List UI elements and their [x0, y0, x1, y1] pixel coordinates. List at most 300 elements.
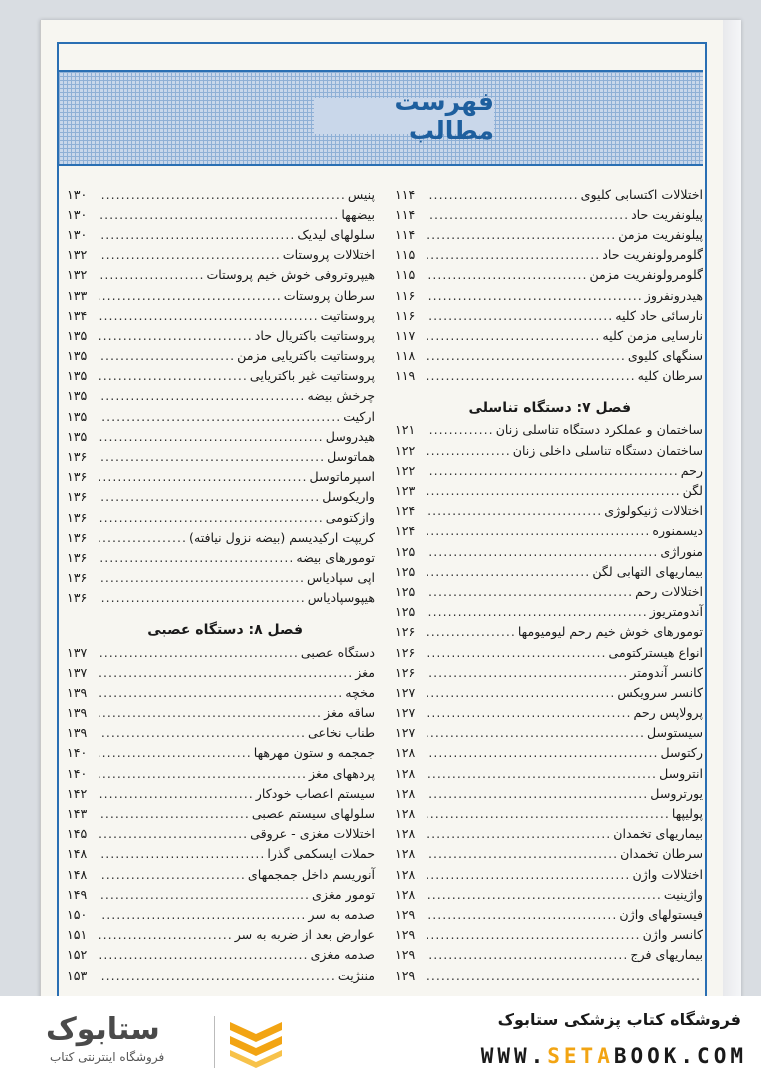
toc-entry [67, 204, 375, 224]
toc-entry [395, 602, 703, 622]
store-url[interactable] [481, 1044, 747, 1068]
dot-leader [427, 624, 516, 639]
page-number: ۱۴۹ [67, 886, 88, 902]
toc-entry [395, 864, 703, 884]
entry-title: انتروسل [659, 765, 703, 781]
dot-leader [99, 368, 248, 383]
dot-leader [99, 867, 246, 882]
toc-entry [67, 547, 375, 567]
toc-entry [67, 682, 375, 702]
entry-title: سنگهای کلیوی [627, 348, 703, 364]
toc-entry [395, 803, 703, 823]
toc-entry [395, 642, 703, 662]
page-number: ۱۲۷ [395, 705, 416, 721]
logo-separator [214, 1016, 215, 1068]
page-number: ۱۳۷ [67, 644, 88, 660]
dot-leader [99, 247, 281, 262]
entry-title: صدمه به سر [308, 906, 375, 922]
dot-leader [427, 604, 648, 619]
store-logo [16, 1010, 306, 1070]
toc-column-left [67, 184, 375, 985]
toc-entry [67, 245, 375, 265]
entry-title: ارکیت [343, 408, 375, 424]
page-number: ۱۱۶ [395, 307, 416, 323]
entry-title: سرطان کلیه [637, 368, 703, 384]
logo-wordmark: ستابوک [46, 1012, 160, 1047]
dot-leader [99, 489, 320, 504]
page-number: ۱۲۵ [395, 543, 416, 559]
dot-leader [99, 348, 235, 363]
logo-tagline: فروشگاه اینترنتی کتاب [50, 1050, 165, 1064]
toc-header [59, 70, 703, 166]
entry-title: دستگاه عصبی [300, 644, 375, 660]
page-number: ۱۱۹ [395, 368, 416, 384]
toc-entry [67, 568, 375, 588]
page-number: ۱۱۵ [395, 267, 416, 283]
dot-leader [427, 328, 600, 343]
dot-leader [427, 187, 579, 202]
dot-leader [427, 564, 590, 579]
dot-leader [427, 685, 615, 700]
entry-title: فیستولهای واژن [619, 906, 703, 922]
dot-leader [99, 887, 310, 902]
page-number: ۱۲۲ [395, 462, 416, 478]
dot-leader [427, 786, 648, 801]
entry-title: تومورهای خوش خیم رحم لیومیومها [517, 624, 703, 640]
page-number: ۱۲۸ [395, 745, 416, 761]
dot-leader [99, 510, 324, 525]
entry-title: هیپروتروفی خوش خیم پروستات [206, 267, 375, 283]
entry-title: تومورهای بیضه [296, 549, 375, 565]
entry-title: بیماریهای فرج [630, 947, 703, 963]
entry-title: کانسر واژن [642, 927, 703, 943]
dot-leader [427, 887, 662, 902]
page-number: ۱۵۲ [67, 947, 88, 963]
toc-entry [67, 406, 375, 426]
page-number: ۱۳۵ [67, 327, 88, 343]
toc-entry [67, 184, 375, 204]
toc-entry [395, 204, 703, 224]
toc-entry [67, 884, 375, 904]
dot-leader [427, 503, 602, 518]
entry-title: عوارض بعد از ضربه به سر [234, 927, 375, 943]
toc-entry [395, 366, 703, 386]
toc-entry [395, 285, 703, 305]
dot-leader [427, 308, 613, 323]
entry-title: هیپوسپادیاس [307, 590, 375, 606]
entry-title: آندومتریوز [649, 604, 703, 620]
entry-title: ساختمان دستگاه تناسلی داخلی زنان [512, 442, 703, 458]
toc-entry [67, 723, 375, 743]
page-number: ۱۲۸ [395, 886, 416, 902]
toc-entry [67, 588, 375, 608]
page-number: ۱۳۳ [67, 287, 88, 303]
entry-title: پروستاتیت باکتریال حاد [254, 327, 375, 343]
toc-entry [395, 224, 703, 244]
entry-title: پروستاتیت باکتریایی مزمن [237, 348, 375, 364]
page-number: ۱۲۸ [395, 826, 416, 842]
page-edge [723, 20, 741, 1020]
entry-title: سلولهای لیدیک [297, 226, 375, 242]
dot-leader [427, 463, 679, 478]
entry-title: گلومرولونفریت مزمن [589, 267, 703, 283]
toc-entry [395, 925, 703, 945]
entry-title: بیضهها [341, 206, 375, 222]
book-page [40, 20, 741, 1020]
page-number: ۱۲۴ [395, 523, 416, 539]
toc-entry [395, 440, 703, 460]
toc-entry [395, 884, 703, 904]
dot-leader [99, 968, 336, 983]
entry-title: کانسر آندومتر [630, 664, 703, 680]
entry-title: اختلالات واژن [632, 866, 703, 882]
page-number: ۱۳۵ [67, 348, 88, 364]
dot-leader [99, 766, 307, 781]
page-number: ۱۵۰ [67, 906, 88, 922]
entry-title: فصل ۷: دستگاه تناسلی [468, 399, 631, 416]
entry-title: یورتروسل [650, 785, 703, 801]
entry-title: لگن [682, 483, 703, 499]
entry-title: سرطان تخمدان [620, 846, 703, 862]
toc-entry [395, 325, 703, 345]
dot-leader [427, 422, 494, 437]
toc-entry [395, 662, 703, 682]
page-number: ۱۲۵ [395, 604, 416, 620]
entry-title: بیماریهای تخمدان [613, 826, 703, 842]
entry-title: اختلالات اکتسابی کلیوی [580, 186, 703, 202]
page-number: ۱۲۲ [395, 442, 416, 458]
toc-entry [67, 743, 375, 763]
entry-title: جمجمه و ستون مهرهها [253, 745, 375, 761]
toc-entry [67, 507, 375, 527]
url-start: WWW. [480, 1044, 548, 1068]
page-number: ۱۳۵ [67, 388, 88, 404]
entry-title: طناب نخاعی [307, 725, 375, 741]
dot-leader [427, 227, 616, 242]
dot-leader [427, 806, 670, 821]
toc-entry [67, 325, 375, 345]
dot-leader [99, 288, 282, 303]
page-number: ۱۲۶ [395, 664, 416, 680]
page-number: ۱۲۷ [395, 684, 416, 700]
entry-title: حملات ایسکمی گذرا [267, 846, 375, 862]
dot-leader [99, 907, 306, 922]
toc-entry [67, 366, 375, 386]
toc-entry [395, 460, 703, 480]
toc-entry [67, 265, 375, 285]
entry-title: واژینیت [663, 886, 703, 902]
toc-entry [395, 501, 703, 521]
toc-entry [395, 521, 703, 541]
toc-entry [395, 245, 703, 265]
dot-leader [99, 806, 250, 821]
toc-entry [395, 945, 703, 965]
dot-leader [427, 705, 631, 720]
page-number: ۱۳۵ [67, 368, 88, 384]
page-number: ۱۲۹ [395, 906, 416, 922]
dot-leader [99, 705, 322, 720]
page-number: ۱۳۶ [67, 590, 88, 606]
toc-entry [395, 265, 703, 285]
page-number: ۱۲۹ [395, 967, 416, 983]
entry-title: هیدروسل [325, 428, 375, 444]
entry-title: رحم [680, 462, 703, 478]
toc-entry [395, 420, 703, 440]
toc-entry [67, 803, 375, 823]
toc-entry [67, 285, 375, 305]
toc-entry [395, 965, 703, 985]
page-number: ۱۲۵ [395, 563, 416, 579]
toc-entry [395, 703, 703, 723]
toc-entry [395, 480, 703, 500]
dot-leader [99, 826, 248, 841]
dot-leader [99, 725, 306, 740]
page-number: ۱۲۹ [395, 927, 416, 943]
dot-leader [99, 786, 254, 801]
entry-title: رکتوسل [660, 745, 703, 761]
dot-leader [99, 665, 353, 680]
page-number: ۱۳۶ [67, 469, 88, 485]
dot-leader [99, 745, 252, 760]
entry-title: سیستم اعصاب خودکار [255, 785, 375, 801]
page-number: ۱۲۸ [395, 866, 416, 882]
toc-entry [395, 682, 703, 702]
entry-title: اختلالات مغزی - عروقی [250, 826, 375, 842]
dot-leader [427, 947, 628, 962]
page-number: ۱۲۸ [395, 806, 416, 822]
dot-leader [427, 968, 701, 983]
toc-entry [395, 824, 703, 844]
dot-leader [427, 483, 681, 498]
dot-leader [99, 685, 343, 700]
dot-leader [427, 267, 587, 282]
entry-title: ساقه مغز [324, 705, 375, 721]
toc-entry [67, 844, 375, 864]
dot-leader [427, 745, 659, 760]
entry-title: مخچه [345, 684, 375, 700]
page-number: ۱۴۰ [67, 745, 88, 761]
page-number: ۱۵۳ [67, 967, 88, 983]
toc-entry [67, 346, 375, 366]
entry-title: بیماریهای التهابی لگن [592, 563, 703, 579]
dot-leader [99, 469, 308, 484]
page-number: ۱۱۴ [395, 186, 416, 202]
page-number: ۱۳۶ [67, 529, 88, 545]
dot-leader [427, 247, 600, 262]
toc-entry [67, 864, 375, 884]
entry-title: اختلالات پروستات [282, 247, 375, 263]
page-number: ۱۱۸ [395, 348, 416, 364]
entry-title: اختلالات ژنیکولوژی [604, 503, 703, 519]
entry-title: هیدرونفروز [644, 287, 703, 303]
dot-leader [99, 429, 324, 444]
dot-leader [427, 207, 629, 222]
dot-leader [99, 927, 233, 942]
dot-leader [99, 645, 299, 660]
page-number: ۱۳۰ [67, 186, 88, 202]
dot-leader [427, 645, 607, 660]
entry-title: پردههای مغز [309, 765, 375, 781]
page-number: ۱۲۷ [395, 725, 416, 741]
entry-title: آنوریسم داخل جمجمهای [247, 866, 375, 882]
page-number: ۱۱۶ [395, 287, 416, 303]
dot-leader [99, 570, 305, 585]
page-number: ۱۲۸ [395, 846, 416, 862]
entry-title: تومور مغزی [312, 886, 375, 902]
dot-leader [427, 348, 626, 363]
page-number: ۱۳۷ [67, 664, 88, 680]
page-number: ۱۳۹ [67, 684, 88, 700]
toc-entry [67, 527, 375, 547]
dot-leader [99, 388, 305, 403]
page-number: ۱۳۰ [67, 226, 88, 242]
page-number: ۱۵۱ [67, 927, 88, 943]
toc-entry [395, 305, 703, 325]
entry-title: منوراژی [660, 543, 703, 559]
entry-title: پروستاتیت [320, 307, 375, 323]
toc-entry [67, 305, 375, 325]
page-number: ۱۲۶ [395, 644, 416, 660]
dot-leader [427, 288, 643, 303]
book-stack-icon [226, 1012, 286, 1068]
dot-leader [427, 665, 628, 680]
page-number: ۱۲۳ [395, 483, 416, 499]
page-number: ۱۳۵ [67, 408, 88, 424]
page-number: ۱۲۶ [395, 624, 416, 640]
page-number: ۱۲۸ [395, 765, 416, 781]
entry-title: پولیپها [671, 806, 703, 822]
page-number: ۱۳۹ [67, 705, 88, 721]
page-title: فهرست مطالب [394, 87, 494, 145]
entry-title: گلومرولونفریت حاد [602, 247, 703, 263]
entry-title: هماتوسل [327, 449, 375, 465]
toc-entry [395, 783, 703, 803]
page-number: ۱۳۲ [67, 247, 88, 263]
entry-title: چرخش بیضه [307, 388, 375, 404]
toc-entry [67, 386, 375, 406]
entry-title: صدمه مغزی [310, 947, 375, 963]
entry-title: کانسر سرویکس [617, 684, 703, 700]
toc-entry [395, 622, 703, 642]
chapter-heading [67, 618, 375, 642]
dot-leader [99, 207, 339, 222]
toc-entry [67, 487, 375, 507]
dot-leader [427, 443, 511, 458]
page-number: ۱۱۷ [395, 327, 416, 343]
entry-title: ساختمان و عملکرد دستگاه تناسلی زنان [495, 422, 703, 438]
toc-entry [67, 642, 375, 662]
page-number: ۱۲۸ [395, 785, 416, 801]
entry-title: پیلونفریت حاد [631, 206, 703, 222]
page-number: ۱۳۶ [67, 489, 88, 505]
toc-entry [67, 662, 375, 682]
page-number: ۱۲۴ [395, 503, 416, 519]
toc-entry [67, 446, 375, 466]
entry-title: پروستاتیت غیر باکتریایی [249, 368, 375, 384]
toc-entry [67, 703, 375, 723]
page-number: ۱۴۸ [67, 846, 88, 862]
toc-entry [395, 581, 703, 601]
dot-leader [99, 449, 325, 464]
page-number: ۱۳۲ [67, 267, 88, 283]
dot-leader [99, 308, 319, 323]
page-number: ۱۳۹ [67, 725, 88, 741]
dot-leader [99, 590, 306, 605]
page-number: ۱۳۶ [67, 549, 88, 565]
page-number: ۱۱۴ [395, 226, 416, 242]
entry-title: مغز [355, 664, 375, 680]
toc-entry [67, 824, 375, 844]
toc-entry [395, 844, 703, 864]
store-banner [0, 996, 761, 1080]
entry-title: سلولهای سیستم عصبی [251, 806, 375, 822]
page-number: ۱۲۵ [395, 583, 416, 599]
page-number: ۱۳۶ [67, 509, 88, 525]
title-box [314, 87, 494, 145]
entry-title: پرولاپس رحم [633, 705, 703, 721]
entry-title: پنیس [347, 186, 375, 202]
entry-title: سرطان پروستات [283, 287, 375, 303]
page-number: ۱۲۹ [395, 947, 416, 963]
entry-title: نارسائی حاد کلیه [615, 307, 703, 323]
toc-entry [67, 783, 375, 803]
page-number: ۱۳۰ [67, 206, 88, 222]
toc-entry [395, 763, 703, 783]
toc-entry [395, 561, 703, 581]
toc-entry [67, 224, 375, 244]
entry-title: کریپت ارکیدیسم (بیضه نزول نیافته) [189, 529, 375, 545]
toc-entry [67, 945, 375, 965]
page-number: ۱۳۶ [67, 570, 88, 586]
dot-leader [427, 368, 636, 383]
dot-leader [427, 846, 618, 861]
dot-leader [427, 826, 611, 841]
dot-leader [427, 725, 645, 740]
page-number: ۱۳۵ [67, 428, 88, 444]
dot-leader [427, 523, 650, 538]
page-number: ۱۳۶ [67, 449, 88, 465]
dot-leader [427, 544, 658, 559]
toc-entry [395, 346, 703, 366]
page-number: ۱۴۲ [67, 785, 88, 801]
toc-entry [395, 743, 703, 763]
page-number: ۱۴۵ [67, 826, 88, 842]
dot-leader [99, 187, 346, 202]
toc-entry [67, 426, 375, 446]
page-number: ۱۲۱ [395, 422, 416, 438]
dot-leader [99, 530, 187, 545]
store-name: فروشگاه کتاب پزشکی ستابوک [497, 1010, 741, 1029]
dot-leader [99, 227, 295, 242]
url-highlight: SETA [547, 1044, 614, 1068]
toc-entry [67, 467, 375, 487]
page-number: ۱۴۰ [67, 765, 88, 781]
entry-title: اسپرماتوسل [309, 469, 375, 485]
page-number: ۱۴۸ [67, 866, 88, 882]
toc-entry [67, 925, 375, 945]
dot-leader [427, 766, 657, 781]
entry-title: مننژیت [337, 967, 375, 983]
dot-leader [99, 328, 253, 343]
toc-column-right [395, 184, 703, 985]
entry-title: فصل ۸: دستگاه عصبی [147, 621, 303, 638]
entry-title: سیستوسل [647, 725, 703, 741]
chapter-heading [395, 396, 703, 420]
dot-leader [427, 907, 617, 922]
dot-leader [99, 267, 204, 282]
toc-entry [67, 965, 375, 985]
toc-entry [395, 541, 703, 561]
